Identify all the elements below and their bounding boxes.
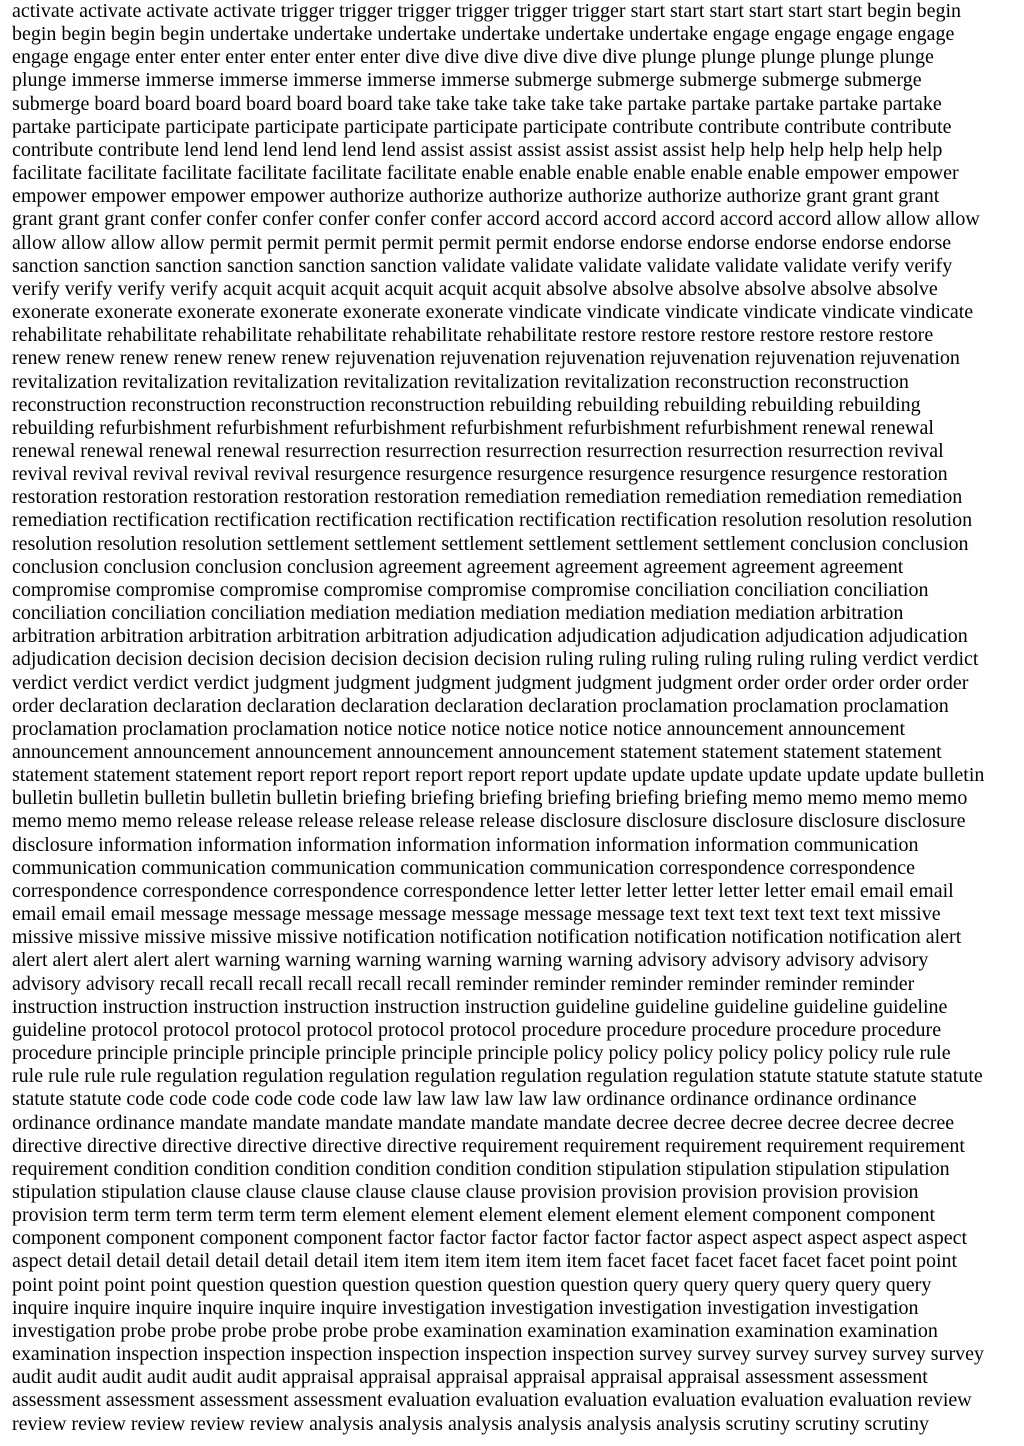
text-line: contribute contribute lend lend lend lend lend lend assist assist assist assist assist assist help help help help help help [12,138,943,161]
text-line: alert alert alert alert alert warning warning warning warning warning warning advisory advisory advisory advisory [12,949,929,972]
text-line: investigation probe probe probe probe probe probe examination examination examination examination examination [12,1319,938,1342]
text-line: assessment assessment assessment assessment evaluation evaluation evaluation evaluation evaluation evaluation review [12,1389,972,1412]
text-line: renewal renewal renewal renewal resurrection resurrection resurrection resurrection resurrection resurrection revival [12,439,944,462]
text-line: email email email message message message message message message message text text text text text text missive [12,903,941,926]
text-line: correspondence correspondence correspondence correspondence letter letter letter letter letter letter email email email [12,879,954,902]
text-line: engage engage enter enter enter enter enter enter dive dive dive dive dive dive plunge plunge plunge plunge plunge [12,46,934,69]
text-line: renew renew renew renew renew renew rejuvenation rejuvenation rejuvenation rejuvenation rejuvenation rejuvenation [12,347,960,370]
text-line: restoration restoration restoration restoration restoration remediation remediation remediation remediation remediation [12,486,963,509]
text-line: component component component component factor factor factor factor factor factor aspect aspect aspect aspect aspect [12,1227,968,1250]
text-line: announcement announcement announcement announcement announcement statement statement statement statement [12,741,942,763]
text-line: allow allow allow allow permit permit permit permit permit permit endorse endorse endorse endorse endorse endorse [12,231,952,254]
text-line: resolution resolution resolution settlement settlement settlement settlement settlement settlement conclusion conclusion [12,532,969,555]
text-line: provision term term term term term term element element element element element element component component [12,1204,935,1227]
text-line: review review review review review analysis analysis analysis analysis analysis analysis scrutiny scrutiny scrutiny [12,1412,929,1435]
text-line: remediation rectification rectification rectification rectification rectification rectification resolution resolution resolution [12,509,973,532]
text-line: empower empower empower empower authorize authorize authorize authorize authorize authorize grant grant grant [12,185,940,208]
text-line: grant grant grant confer confer confer confer confer confer accord accord accord accord accord accord allow allow allow [12,208,980,231]
text-line: conclusion conclusion conclusion conclusion agreement agreement agreement agreement agreement agreement [12,555,904,578]
text-line: sanction sanction sanction sanction sanction sanction validate validate validate validate validate validate verify verify [12,254,953,277]
text-line: verify verify verify verify acquit acquit acquit acquit acquit acquit absolve absolve absolve absolve absolve absolve [12,277,938,300]
text-line: inquire inquire inquire inquire inquire inquire investigation investigation investigation investigation investigation [12,1296,919,1319]
text-line: statute statute code code code code code code law law law law law law ordinance ordinance ordinance ordinance [12,1088,917,1111]
text-line: partake participate participate participate participate participate participate contribute contribute contribute contribute [12,115,952,138]
text-line: ordinance ordinance mandate mandate mandate mandate mandate mandate decree decree decree decree decree decree [12,1111,955,1134]
text-line: exonerate exonerate exonerate exonerate exonerate exonerate vindicate vindicate vindicate vindicate vindicate vindicate [12,301,974,324]
text-line: procedure principle principle principle principle principle principle policy policy policy policy policy policy rule rule [12,1042,951,1065]
text-line: begin begin begin begin undertake undertake undertake undertake undertake undertake engage engage engage engage [12,23,955,46]
text-line: advisory advisory recall recall recall recall recall recall reminder reminder reminder reminder reminder reminder [12,972,915,995]
text-line: arbitration arbitration arbitration arbitration arbitration adjudication adjudication adjudication adjudication adjudication [12,625,968,648]
text-line: communication communication communication communication communication correspondence correspondence [12,856,916,879]
text-line: aspect detail detail detail detail detail detail item item item item item item facet facet facet facet facet facet point point [12,1250,958,1273]
text-line: audit audit audit audit audit audit appraisal appraisal appraisal appraisal appraisal appraisal assessment assessment [12,1366,928,1389]
text-line: reconstruction reconstruction reconstruction reconstruction rebuilding rebuilding rebuilding rebuilding rebuilding [12,393,921,416]
text-line: plunge immerse immerse immerse immerse immerse immerse submerge submerge submerge submerge submerge [12,69,922,92]
text-line: compromise compromise compromise compromise compromise compromise conciliation conciliation conciliation [12,578,929,601]
text-line: submerge board board board board board board take take take take take take partake partake partake partake partake [12,92,942,115]
text-line: conciliation conciliation conciliation mediation mediation mediation mediation mediation mediation arbitration [12,602,904,625]
text-line: statement statement statement report report report report report report update update update update update update bulletin [12,764,985,787]
text-line: missive missive missive missive missive notification notification notification notification notification notification alert [12,926,962,949]
text-line: requirement condition condition condition condition condition condition stipulation stipulation stipulation stipulation [12,1157,950,1180]
text-line: verdict verdict verdict verdict judgment judgment judgment judgment judgment judgment order order order order order [12,671,969,694]
text-line: bulletin bulletin bulletin bulletin bulletin briefing briefing briefing briefing briefing briefing memo memo memo memo [12,787,968,810]
text-line: examination inspection inspection inspection inspection inspection inspection survey survey survey survey survey survey [12,1343,985,1366]
text-line: adjudication decision decision decision decision decision decision ruling ruling ruling ruling ruling ruling verdict verdict [12,648,979,671]
text-line: activate activate activate activate trigger trigger trigger trigger trigger trigger start start start start start start begin begin [12,0,962,22]
text-line: proclamation proclamation proclamation notice notice notice notice notice notice announcement announcement [12,717,905,740]
text-line: disclosure information information information information information information information communication [12,833,919,856]
text-line: directive directive directive directive directive directive requirement requirement requirement requirement requirement [12,1134,965,1157]
text-line: revival revival revival revival revival resurgence resurgence resurgence resurgence resurgence resurgence restoration [12,463,948,486]
text-line: instruction instruction instruction instruction instruction instruction guideline guideline guideline guideline guideline [12,995,948,1018]
text-line: rule rule rule rule regulation regulation regulation regulation regulation regulation regulation statute statute statute statute [12,1065,983,1088]
text-line: order declaration declaration declaration declaration declaration declaration proclamation proclamation proclamation [12,694,949,717]
text-line: memo memo memo release release release release release release disclosure disclosure disclosure disclosure disclosure [12,810,966,833]
text-line: stipulation stipulation clause clause clause clause clause clause provision provision provision provision provision [12,1180,919,1203]
text-document [12,0,1016,1436]
text-line: guideline protocol protocol protocol protocol protocol protocol procedure procedure procedure procedure procedure [12,1018,942,1041]
text-line: point point point point question question question question question question query query query query query query [12,1273,932,1296]
text-line: revitalization revitalization revitalization revitalization revitalization revitalization reconstruction reconstruction [12,370,909,393]
text-line: rebuilding refurbishment refurbishment refurbishment refurbishment refurbishment refurbishment renewal renewal [12,416,934,439]
text-line: facilitate facilitate facilitate facilitate facilitate facilitate enable enable enable enable enable enable empower empower [12,162,959,185]
text-line: rehabilitate rehabilitate rehabilitate rehabilitate rehabilitate rehabilitate restore restore restore restore restore restore [12,324,934,347]
